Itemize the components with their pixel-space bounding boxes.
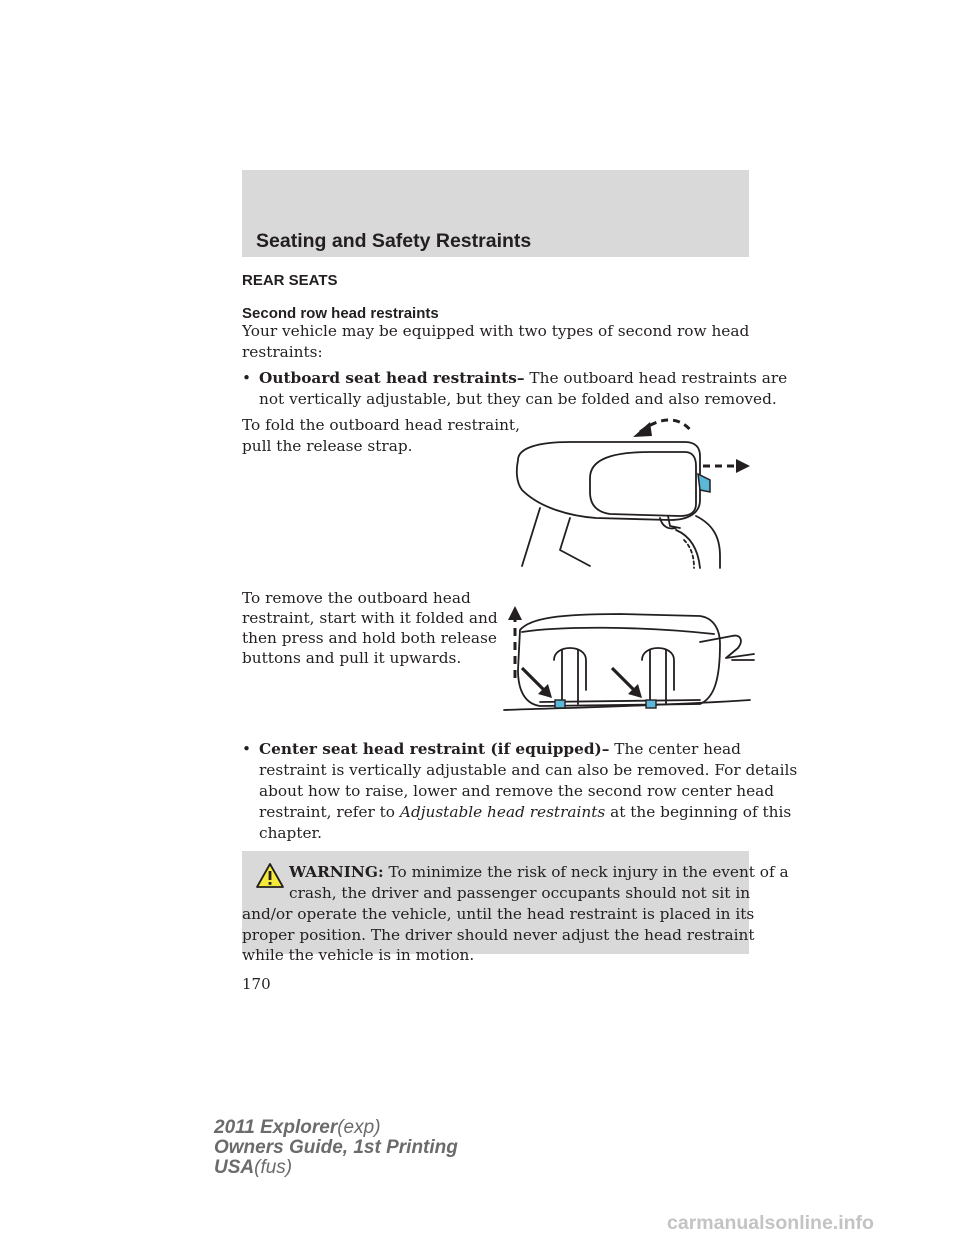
footer-line-2 [214,1138,458,1158]
bullet-1-lead: Outboard seat head restraints– [259,369,525,387]
bullet-marker: • [242,740,252,758]
bullet-1-line-1-rest: The outboard head restraints are [524,369,788,387]
bullet-2-line-5: chapter. [259,824,323,842]
fold-line-1: To fold the outboard head restraint, [242,416,520,434]
print-footer [214,1118,458,1178]
footer-market-code: (fus) [254,1157,293,1178]
remove-line-3: then press and hold both release [242,629,497,647]
page-number: 170 [242,975,271,993]
footer-line-3 [214,1158,458,1178]
bullet-marker: • [242,369,252,387]
warning-line-4: proper position. The driver should never adjust the head restraint [242,926,755,944]
intro-line-1: Your vehicle may be equipped with two types of second row head [242,322,750,340]
bullet-2-line-1-rest: The center head [609,740,741,758]
fold-head-restraint-illustration [500,408,755,573]
footer-guide: Owners Guide, 1st Printing [214,1137,458,1158]
watermark: carmanualsonline.info [667,1212,874,1234]
sub-heading: Second row head restraints [242,305,439,322]
bullet-2-line-4-prefix: restraint, refer to [259,803,400,821]
warning-line-1-text: To minimize the risk of neck injury in the event of a [383,863,789,881]
intro-line-2: restraints: [242,343,323,361]
footer-market: USA [214,1157,255,1178]
bullet-2-line-2: restraint is vertically adjustable and can also be removed. For details [259,761,798,779]
warning-line-5: while the vehicle is in motion. [242,946,475,964]
warning-label: WARNING: [289,863,384,881]
page-heading: REAR SEATS [242,272,338,289]
warning-line-3: and/or operate the vehicle, until the head restraint is placed in its [242,905,755,923]
footer-model: 2011 Explorer [214,1117,338,1138]
remove-line-4: buttons and pull it upwards. [242,649,462,667]
bullet-2-lead: Center seat head restraint (if equipped)– [259,740,610,758]
warning-line-2: crash, the driver and passenger occupants should not sit in [289,884,751,902]
bullet-1-line-1 [259,368,787,388]
bullet-1-line-2: not vertically adjustable, but they can be folded and also removed. [259,390,777,408]
bullet-2-line-3: about how to raise, lower and remove the second row center head [259,782,775,800]
remove-line-2: restraint, start with it folded and [242,609,498,627]
remove-line-1: To remove the outboard head [242,589,471,607]
footer-model-code: (exp) [337,1117,381,1138]
fold-line-2: pull the release strap. [242,437,413,455]
warning-triangle-icon [255,862,285,889]
remove-head-restraint-illustration [500,600,755,720]
bullet-2-line-4-suffix: at the beginning of this [605,803,792,821]
warning-line-1 [289,862,789,882]
section-header-title: Seating and Safety Restraints [256,230,532,252]
bullet-2-line-1 [259,739,741,759]
footer-line-1 [214,1118,458,1138]
cross-reference-link-text: Adjustable head restraints [399,803,606,821]
bullet-2-line-4 [259,802,791,822]
